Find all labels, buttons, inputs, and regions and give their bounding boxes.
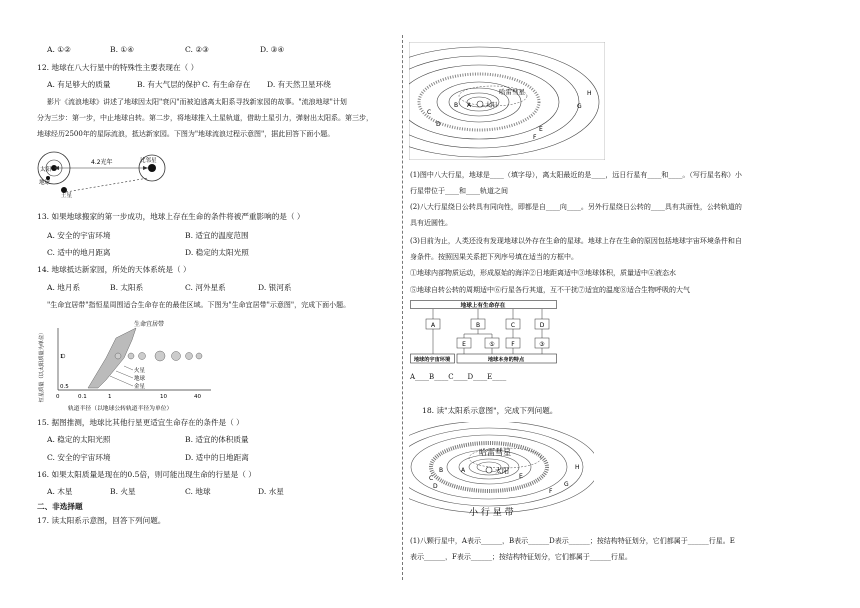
planet-g-label-2: G xyxy=(564,481,569,488)
sun-label-1: 太阳 xyxy=(485,102,498,109)
asteroid-belt-label: 小 行 星 带 xyxy=(469,508,514,518)
q18-line1: (1)八颗行星中，A表示______，B表示______D表示______；按结构特征划分，它们都属于______行星。E xyxy=(410,537,735,545)
habitable-zone-title: 生命宜居带 xyxy=(134,321,165,328)
planet-h-label-2: H xyxy=(575,464,580,471)
q15-question: 15. 据图推测，地球比其他行星更适宜生命存在的条件是（ ） xyxy=(37,418,244,427)
q17-line3: (2)八大行星绕日公转具有同向性，即都是自____向____。另外行星绕日公转的____具有共面性，公转轨道的 xyxy=(410,203,742,211)
q13-option-d[interactable]: D. 稳定的太阳光照 xyxy=(185,248,249,257)
box-d: D xyxy=(539,322,545,329)
diagram-bottom-left: 地球的宇宙环境 xyxy=(413,357,451,363)
planet-g-label: G xyxy=(577,103,582,110)
q14-option-d[interactable]: D. 银河系 xyxy=(258,283,292,292)
planet-c-label-2: C xyxy=(429,475,434,482)
distance-label: 4.2光年 xyxy=(91,159,113,166)
q11-options xyxy=(47,45,377,55)
saturn-label: 土星 xyxy=(61,193,73,199)
q16-option-c[interactable]: C. 地球 xyxy=(185,487,211,496)
planet-c-label: C xyxy=(427,109,432,116)
q16-question: 16. 如果太阳质量是现在的0.5倍，则可能出现生命的行星是（ ） xyxy=(37,470,256,479)
q17-line8: ⑤地球自转公转的周期适中⑥行星各行其道，互不干扰⑦适宜的温度⑧适合生物呼吸的大气 xyxy=(410,286,690,294)
y-axis-label: 恒星质量（以太阳质量为单位） xyxy=(39,329,45,403)
q15-option-a[interactable]: A. 稳定的太阳光照 xyxy=(47,435,111,444)
planet-b-label-2: B xyxy=(439,467,444,474)
diagram-top: 地球上有生命存在 xyxy=(460,303,506,309)
planet-e-label-2: E xyxy=(519,473,523,480)
solar-system-diagram-2 xyxy=(409,422,594,528)
planet-h-label: H xyxy=(587,90,592,97)
q11-option-d[interactable]: D. ③④ xyxy=(260,45,285,54)
sun-symbol-1 xyxy=(477,101,483,107)
q14-option-b[interactable]: B. 太阳系 xyxy=(110,283,144,292)
legend-venus: 金星 xyxy=(134,384,146,390)
q15-option-d[interactable]: D. 适中的日地距离 xyxy=(185,453,249,462)
q12-option-c[interactable]: C. 有生命存在 xyxy=(202,80,251,89)
q14-option-c[interactable]: C. 河外星系 xyxy=(185,283,226,292)
diagram-bottom-right: 地球本身的特点 xyxy=(487,357,525,363)
planet-d-label-2: D xyxy=(433,483,438,490)
q17-line6: 身条件。按照因果关系把下列序号填在适当的方框中。 xyxy=(410,253,578,261)
passage1-line3: 地球经历2500年的星际流浪，抵达新家园。下图为"地球流浪过程示意图"，据此回答下面小题。 xyxy=(37,130,335,138)
proxima-label: 比邻星 xyxy=(140,158,157,164)
q12-question: 12. 地球在八大行星中的特殊性主要表现在（ ） xyxy=(37,63,199,72)
xtick-0.1: 0.1 xyxy=(78,394,87,400)
box-b: B xyxy=(475,322,481,329)
q17-line1: (1)图中八大行星，地球是____（填字母），离太阳最近的是____，远日行星有____和____。（写行星名称）小 xyxy=(410,171,742,179)
xtick-40: 40 xyxy=(194,394,201,400)
box-5: ⑤ xyxy=(489,341,495,348)
comet-label-2: 哈雷彗星 xyxy=(479,448,511,457)
q11-option-c[interactable]: C. ②③ xyxy=(185,45,209,54)
passage1-line2: 分为三步：第一步，中止地球自转。第二步，将地球推入土星轨道，借助土星引力，弹射出太阳系。第三步， xyxy=(37,114,373,122)
planet-a-label: A xyxy=(467,102,472,109)
box-f: F xyxy=(511,341,515,348)
box-c: C xyxy=(510,322,516,329)
q17-line4: 具有近圆性。 xyxy=(410,219,452,227)
q16-option-a[interactable]: A. 木星 xyxy=(47,487,73,496)
q13-question: 13. 如果地球搬家的第一步成功，地球上存在生命的条件将被严重影响的是（ ） xyxy=(37,212,305,221)
q17-line7: ①地球内部物质运动，形成原始的海洋②日地距离适中③地球体积，质量适中④液态水 xyxy=(410,269,676,277)
q11-option-a[interactable]: A. ①② xyxy=(47,45,71,54)
q17-line2: 行星带位于____和____轨道之间 xyxy=(410,187,508,195)
comet-label-1: 哈雷彗星 xyxy=(499,88,525,96)
q16-option-b[interactable]: B. 火星 xyxy=(110,487,136,496)
planet-d-label: D xyxy=(436,121,441,128)
q14-option-a[interactable]: A. 地月系 xyxy=(47,283,81,292)
box-3: ③ xyxy=(539,341,545,348)
q15-option-b[interactable]: B. 适宜的体积质量 xyxy=(185,435,249,444)
q16-option-d[interactable]: D. 水星 xyxy=(258,487,284,496)
life-conditions-diagram xyxy=(410,300,558,368)
q11-option-b[interactable]: B. ①④ xyxy=(110,45,135,54)
sun-symbol-2 xyxy=(486,467,492,473)
q13-option-a[interactable]: A. 安全的宇宙环境 xyxy=(47,231,111,240)
passage2: "生命宜居带"指恒星周围适合生命存在的最佳区域。下图为"生命宜居带"示意图"，完成下面小题。 xyxy=(47,301,351,309)
xtick-1: 1 xyxy=(108,394,112,400)
legend-earth: 地球 xyxy=(134,376,146,382)
box-a: A xyxy=(430,322,436,329)
proxima-dot xyxy=(148,164,156,172)
q12-option-d[interactable]: D. 有天然卫星环绕 xyxy=(267,80,331,89)
passage1-line1: 影片《流浪地球》讲述了地球因太阳"衰闪"而被迫逃离太阳系寻找新家园的故事。"流浪地球"计划 xyxy=(47,98,347,106)
q18-line2: 表示______，F表示______；按结构特征划分，它们都属于______行星。 xyxy=(410,553,632,561)
planet-f-label: F xyxy=(533,134,537,141)
q18-question: 18. 读"太阳系示意图"，完成下列问题。 xyxy=(422,406,558,415)
planet-e-label: E xyxy=(539,126,543,133)
xtick-10: 10 xyxy=(160,394,167,400)
answer-line: A____B____C____D____E____ xyxy=(410,373,507,381)
ytick-0.5: 0.5 xyxy=(60,384,69,390)
ytick-1: 1 xyxy=(60,354,64,360)
section-heading: 二、非选择题 xyxy=(37,502,83,511)
q17-question: 17. 读太阳系示意图，回答下列问题。 xyxy=(37,516,166,525)
habitable-zone-chart xyxy=(36,318,226,414)
earth-wandering-diagram xyxy=(36,148,176,204)
q17-line5: (3)目前为止，人类还没有发现地球以外存在生命的星球。地球上存在生命的原因包括地球宇宙环境条件和自 xyxy=(410,237,742,245)
q15-option-c[interactable]: C. 安全的宇宙环境 xyxy=(47,453,111,462)
box-e: E xyxy=(462,341,466,348)
planet-b-label: B xyxy=(454,102,459,109)
planet-a-label-2: A xyxy=(461,467,466,474)
xtick-0: 0 xyxy=(56,394,60,400)
q13-option-c[interactable]: C. 适中的地月距离 xyxy=(47,248,111,257)
x-axis-label: 轨道半径（以地球公转轨道半径为单位） xyxy=(68,406,173,412)
earth-label: 地球 xyxy=(39,180,51,186)
q12-option-a[interactable]: A. 有足够大的质量 xyxy=(47,80,111,89)
q14-question: 14. 地球抵达新家园，所处的天体系统是（ ） xyxy=(37,265,191,274)
planet-f-label-2: F xyxy=(549,488,553,495)
column-divider xyxy=(402,35,403,580)
legend-mars: 火星 xyxy=(134,368,146,374)
sun-label: 太阳 xyxy=(40,167,52,173)
sun-label-2: 太阳 xyxy=(495,467,509,475)
q13-option-b[interactable]: B. 适宜的温度范围 xyxy=(185,231,249,240)
q12-options xyxy=(47,80,377,90)
solar-system-diagram-1 xyxy=(409,42,605,160)
q12-option-b[interactable]: B. 有大气层的保护 xyxy=(137,80,201,89)
